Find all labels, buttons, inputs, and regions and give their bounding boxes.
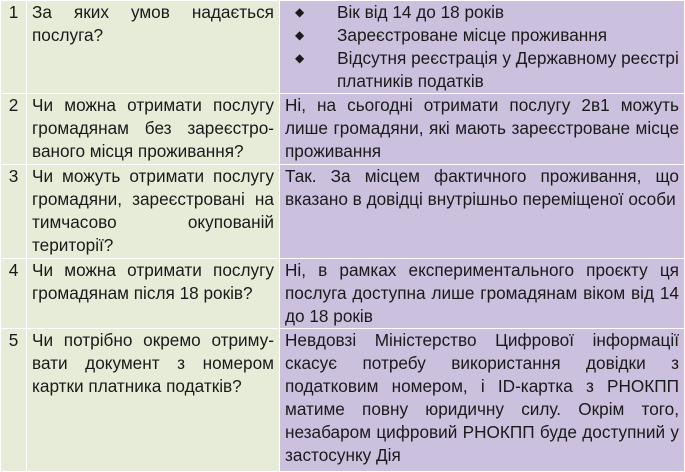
- answer-cell: Ні, на сьогодні отримати послугу 2в1 можуть лише громадяни, які мають зареєстроване місце проживання: [280, 94, 685, 165]
- answer-cell: [280, 1, 685, 94]
- question-cell: Чи можуть отримати послугу громадяни, зареєстровані на тимчасово окупованій території?: [27, 165, 280, 259]
- question-cell: Чи потрібно окремо отриму-вати документ з номером картки платника податків?: [27, 329, 280, 472]
- answer-cell: Так. За місцем фактичного проживання, що вказано в довідці внутрішньо переміщеної особи: [280, 165, 685, 259]
- diamond-bullet-icon: ◆: [295, 28, 305, 42]
- row-number: 4: [8, 260, 19, 280]
- answer-cell: Ні, в рамках експериментального проєкту ця послуга доступна лише громадянам віком від 14 до 18 років: [280, 259, 685, 329]
- list-item: ◆ Вік від 14 до 18 років: [295, 2, 505, 22]
- row-number: 1: [8, 2, 19, 22]
- row-number-cell: [1, 165, 27, 259]
- table-row: [1, 259, 685, 329]
- table-row: [1, 94, 685, 165]
- question-cell: Чи можна отримати послугу громадянам після 18 років?: [27, 259, 280, 329]
- table-row: [1, 1, 685, 94]
- condition-list: [285, 1, 679, 93]
- row-number: 3: [8, 166, 19, 186]
- row-number-cell: [1, 1, 27, 94]
- question-cell: Чи можна отримати послугу громадянам без зареєстро-ваного місця проживання?: [27, 94, 280, 165]
- list-item: ◆ Зареєстроване місце проживання: [295, 25, 608, 45]
- list-item: ◆ Відсутня реєстрація у Державному реєстрі платників податків: [295, 48, 679, 91]
- diamond-bullet-icon: ◆: [295, 51, 305, 65]
- table-row: [1, 165, 685, 259]
- answer-cell: Невдовзі Міністерство Цифрової інформації скасує потребу використання довідки з податковим номером, і ID-картка з РНОКПП матиме повну юридичну силу. Окрім того, незабаром цифровий РНОКПП буде доступний у застосунку Дія: [280, 329, 685, 472]
- row-number-cell: [1, 329, 27, 472]
- diamond-bullet-icon: ◆: [295, 5, 305, 19]
- row-number-cell: [1, 94, 27, 165]
- question-cell: За яких умов надається послуга?: [27, 1, 280, 94]
- row-number: 2: [8, 95, 19, 115]
- table-row: [1, 329, 685, 472]
- row-number-cell: [1, 259, 27, 329]
- row-number: 5: [8, 330, 19, 350]
